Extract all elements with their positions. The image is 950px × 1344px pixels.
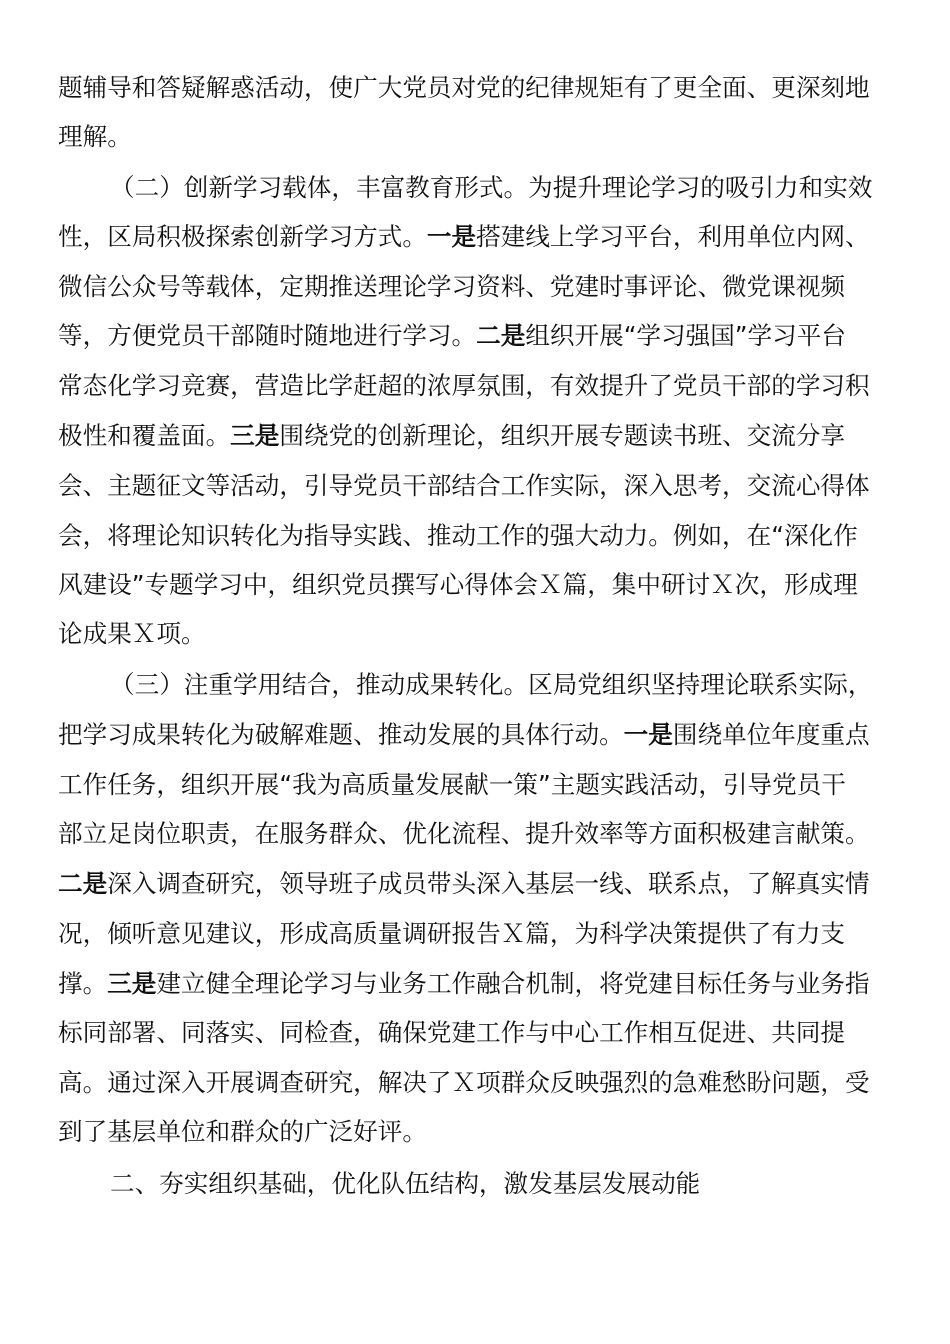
text-segment: 围绕单位年度重点: [672, 720, 870, 749]
text-segment: 高。通过深入开展调查研究，解决了Ｘ项群众反映强烈的急难愁盼问题，受: [58, 1068, 870, 1097]
text-segment: 撑。: [58, 969, 108, 998]
text-line: [58, 814, 870, 854]
text-segment: 标同部署、同落实、同检查，确保党建工作与中心工作相互促进、共同提: [58, 1018, 846, 1047]
text-segment: （三）注重学用结合，推动成果转化。区局党组织坚持理论联系实际，: [110, 670, 873, 699]
text-line: [58, 565, 858, 605]
text-segment: 搭建线上学习平台，利用单位内网、: [476, 222, 870, 251]
text-segment: （二）创新学习载体，丰富教育形式。为提升理论学习的吸引力和实效: [110, 173, 873, 202]
text-segment: 会，将理论知识转化为指导实践、推动工作的强大动力。例如，在“深化作: [58, 521, 858, 550]
text-segment: 把学习成果转化为破解难题、推动发展的具体行动。: [58, 720, 624, 749]
text-segment: 部立足岗位职责，在服务群众、优化流程、提升效率等方面积极建言献策。: [58, 819, 870, 848]
text-segment: 到了基层单位和群众的广泛好评。: [58, 1117, 427, 1146]
text-line: [58, 267, 845, 307]
text-segment: 组织开展“学习强国”学习平台: [525, 321, 846, 350]
text-line: [58, 516, 858, 556]
text-line: [58, 416, 845, 456]
text-segment: 极性和覆盖面。: [58, 421, 231, 450]
text-segment: 等，方便党员干部随时随地进行学习。: [58, 321, 477, 350]
text-line: [58, 1063, 870, 1103]
text-line: [110, 168, 872, 208]
text-segment: 深入调查研究，领导班子成员带头深入基层一线、联系点，了解真实情: [107, 869, 870, 898]
text-segment: 理解。: [58, 122, 132, 151]
text-segment: 围绕党的创新理论，组织开展专题读书班、交流分享: [279, 421, 846, 450]
bold-keyword: 二是: [476, 321, 526, 350]
bold-keyword: 一是: [426, 222, 477, 251]
text-segment: 微信公众号等载体，定期推送理论学习资料、党建时事评论、微党课视频: [58, 272, 846, 301]
text-line: [58, 316, 846, 356]
text-line: [58, 1013, 845, 1053]
text-segment: 会、主题征文等活动，引导党员干部结合工作实际，深入思考，交流心得体: [58, 471, 870, 500]
text-segment: 风建设”专题学习中，组织党员撰写心得体会Ｘ篇，集中研讨Ｘ次，形成理: [58, 570, 858, 599]
text-segment: 况，倾听意见建议，形成高质量调研报告Ｘ篇，为科学决策提供了有力支: [58, 919, 846, 948]
text-line: [58, 366, 870, 406]
text-segment: 工作任务，组织开展“我为高质量发展献一策”主题实践活动，引导党员干: [58, 770, 846, 799]
text-segment: 二、夯实组织基础，优化队伍结构，激发基层发展动能: [110, 1169, 701, 1198]
bold-keyword: 三是: [107, 969, 157, 998]
text-segment: 题辅导和答疑解惑活动，使广大党员对党的纪律规矩有了更全面、更深刻地: [58, 73, 870, 102]
text-line: [58, 614, 206, 654]
text-line: [58, 466, 870, 506]
text-line: [58, 1112, 427, 1152]
text-line: [58, 68, 870, 108]
text-line: [58, 914, 845, 954]
text-line: [58, 117, 132, 157]
text-segment: 常态化学习竞赛，营造比学赶超的浓厚氛围，有效提升了党员干部的学习积: [58, 371, 870, 400]
bold-keyword: 二是: [58, 869, 108, 898]
text-line: [58, 964, 870, 1004]
text-line: [110, 665, 872, 705]
text-segment: 建立健全理论学习与业务工作融合机制，将党建目标任务与业务指: [156, 969, 870, 998]
text-segment: 论成果Ｘ项。: [58, 619, 206, 648]
text-line: [58, 765, 846, 805]
bold-keyword: 一是: [623, 720, 673, 749]
section-heading: [110, 1164, 700, 1204]
bold-keyword: 三是: [230, 421, 280, 450]
text-segment: 性，区局积极探索创新学习方式。: [58, 222, 427, 251]
text-line: [58, 715, 870, 755]
text-line: [58, 217, 870, 257]
text-line: [58, 864, 870, 904]
